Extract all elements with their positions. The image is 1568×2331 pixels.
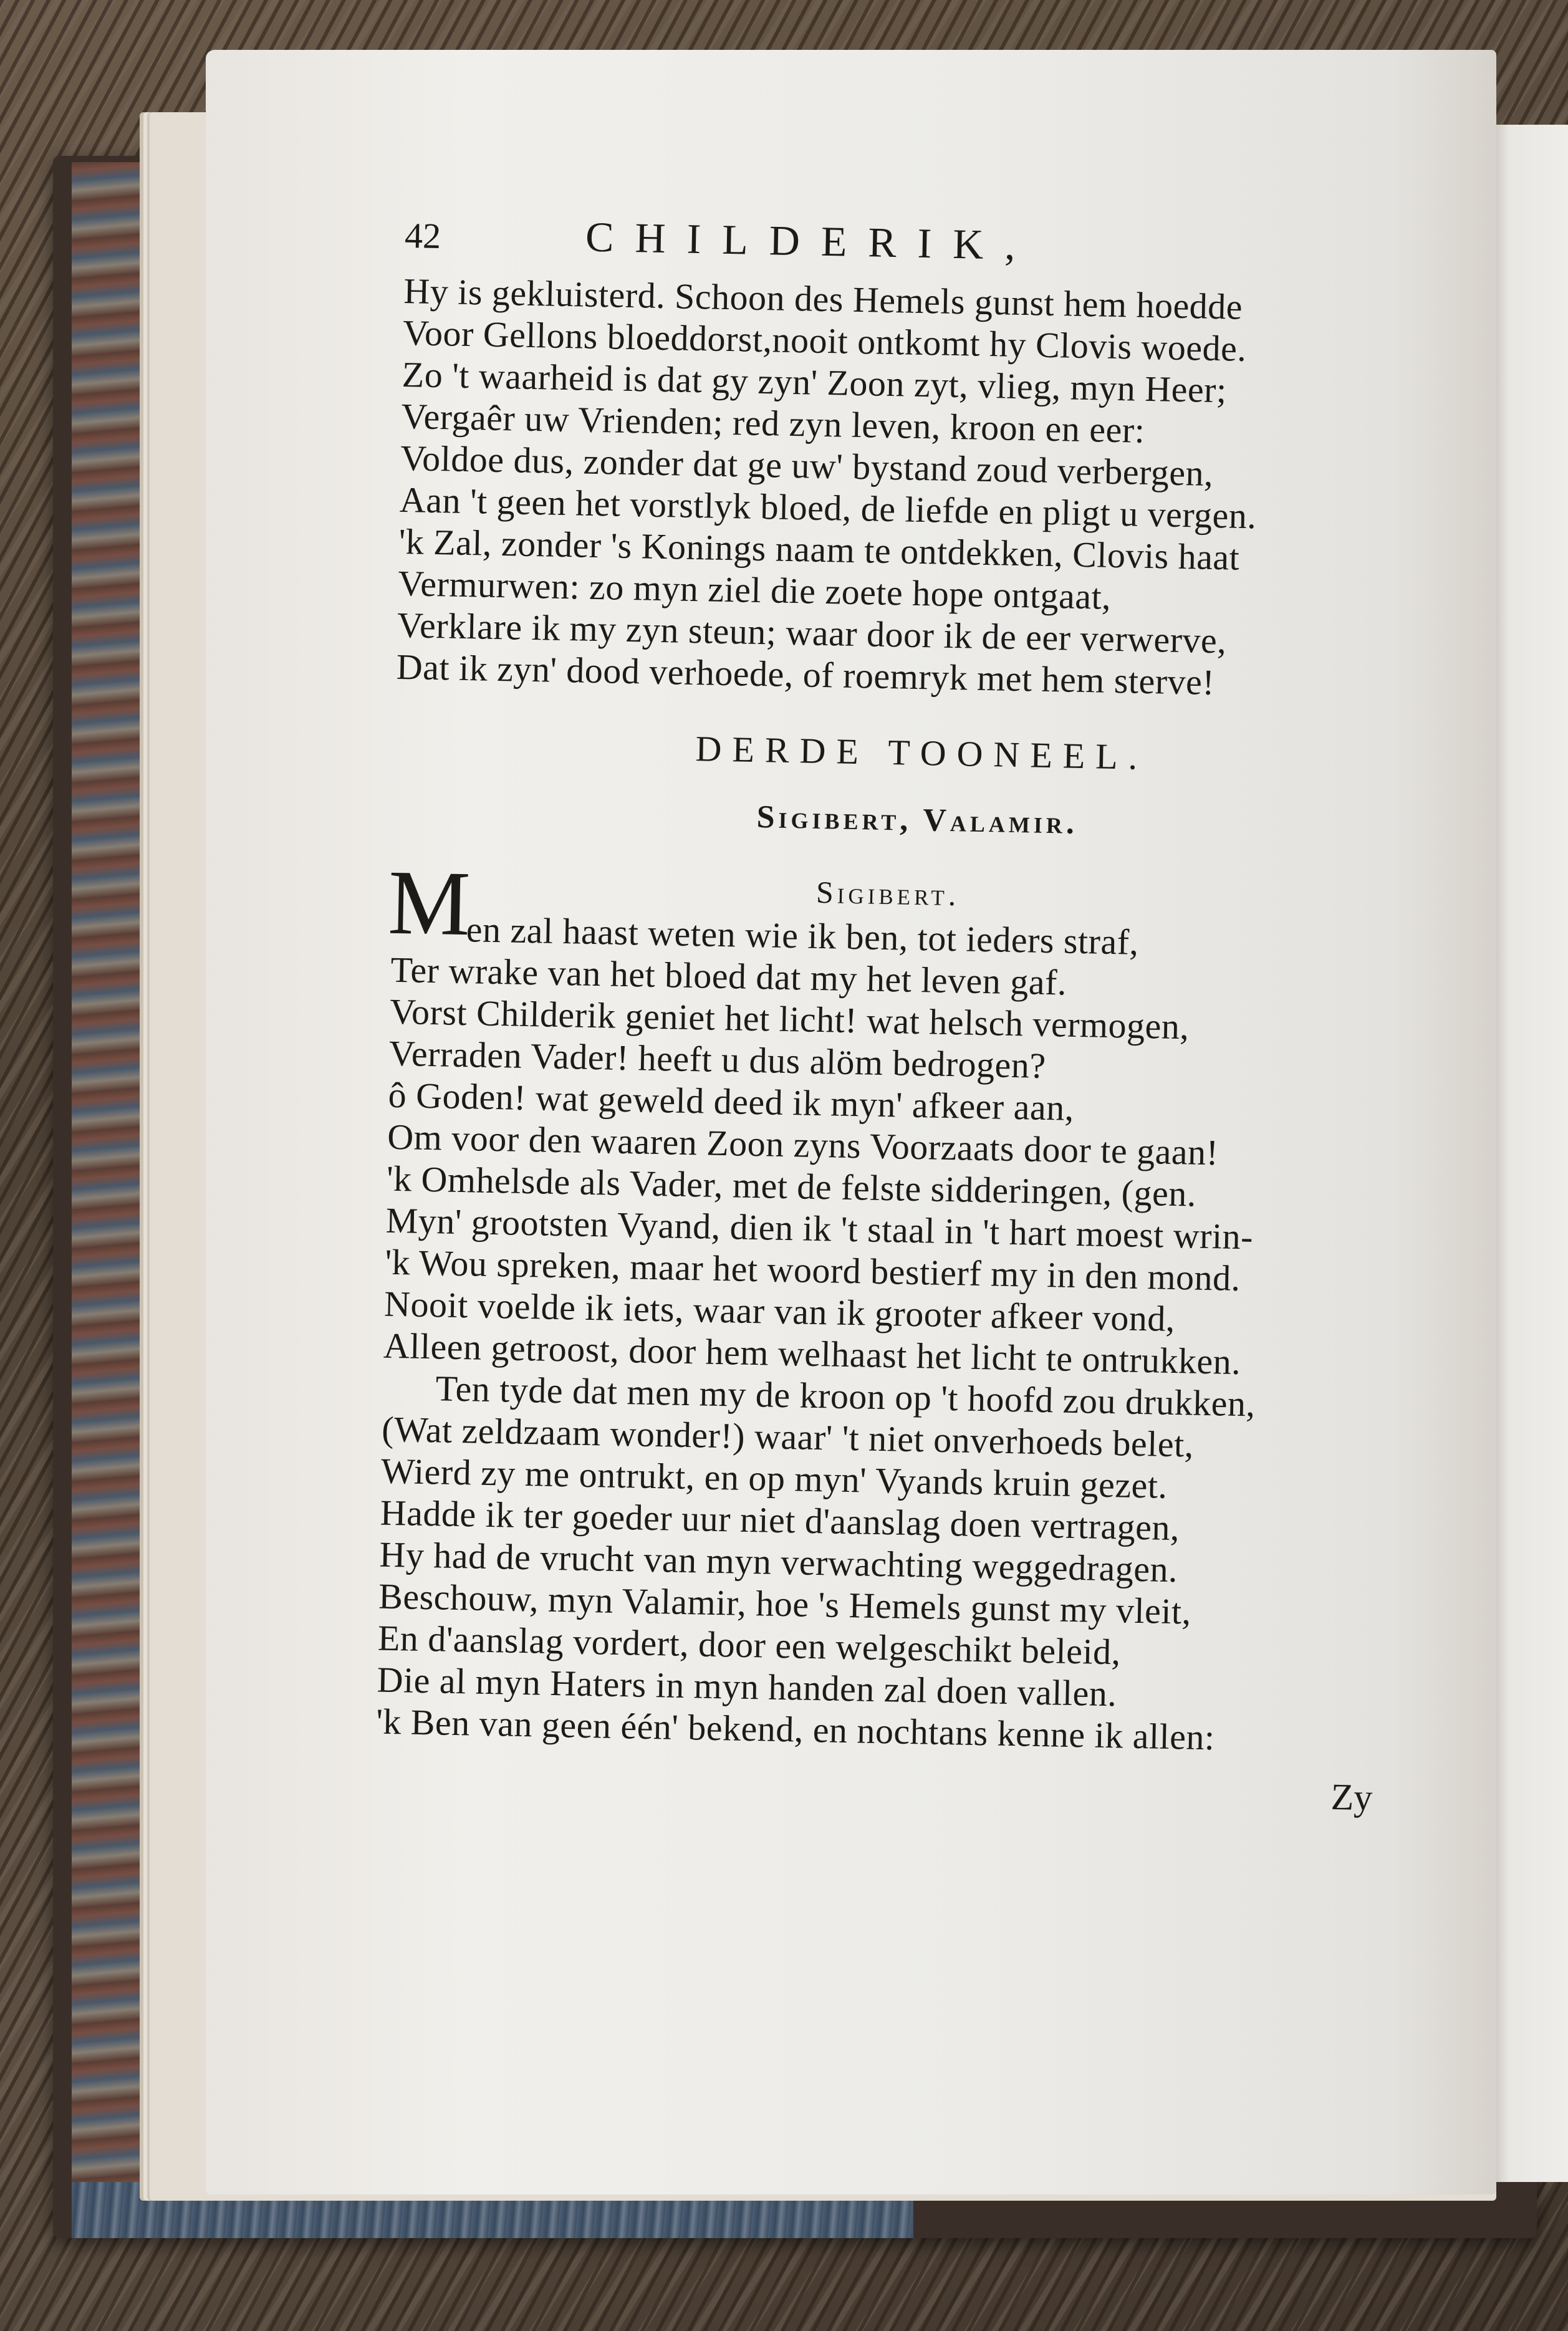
- verse-line: Vermurwen: zo myn ziel die zoete hope ontgaat,: [397, 562, 1112, 617]
- speech-block-1: [383, 949, 1401, 1386]
- verse-line: Alleen getroost, door hem welhaast het licht te ontrukken.: [383, 1325, 1241, 1383]
- drop-cap: M: [387, 851, 471, 956]
- verse-line: Vorst Childerik geniet het licht! wat helsch vermogen,: [389, 991, 1190, 1047]
- verse-line: Verraden Vader! heeft u dus alöm bedrogen?: [388, 1032, 1047, 1086]
- verse-line: Voldoe dus, zonder dat ge uw' bystand zoud verbergen,: [400, 437, 1214, 494]
- facing-page-edge: [1484, 125, 1568, 2182]
- running-title: CHILDERIK,: [585, 213, 1037, 269]
- verse-line: 'k Ben van geen één' bekend, en nochtans kenne ik allen:: [375, 1701, 1216, 1758]
- verse-line: Verklare ik my zyn steun; waar door ik de eer verwerve,: [397, 604, 1227, 661]
- verse-line-indented: Ten tyde dat men my de kroon op 't hoofd zou drukken,: [435, 1368, 1256, 1425]
- verse-line: Om voor den waaren Zoon zyns Voorzaats door te gaan!: [387, 1116, 1219, 1173]
- verse-line-first: en zal haast weten wie ik ben, tot ieders straf,: [466, 909, 1140, 963]
- verse-line: Vergaêr uw Vrienden; red zyn leven, kroon en eer:: [400, 395, 1145, 451]
- verse-line: 'k Zal, zonder 's Konings naam te ontdekken, Clovis haat: [398, 521, 1240, 578]
- verse-line: Myn' grootsten Vyand, dien ik 't staal in 't hart moest wrin-: [385, 1199, 1254, 1257]
- verse-line: Dat ik zyn' dood verhoede, of roemryk met hem sterve!: [396, 646, 1215, 703]
- verse-line: Hadde ik ter goeder uur niet d'aanslag doen vertragen,: [380, 1492, 1180, 1549]
- catchword: Zy: [1330, 1776, 1373, 1819]
- verse-line: Voor Gellons bloeddorst,nooit ontkomt hy Clovis woede.: [402, 312, 1248, 369]
- verse-line: Wierd zy me ontrukt, en op myn' Vyands kruin gezet.: [380, 1450, 1168, 1506]
- page-number: 42: [404, 214, 441, 257]
- speech-block-2: [376, 1408, 1392, 1762]
- verse-line: Hy is gekluisterd. Schoon des Hemels gunst hem hoedde: [403, 270, 1243, 327]
- verse-line: (Wat zeldzaam wonder!) waar' 't niet onverhoeds belet,: [381, 1408, 1195, 1465]
- verse-line: Ter wrake van het bloed dat my het leven gaf.: [390, 949, 1067, 1003]
- verse-line: Beschouw, myn Valamir, hoe 's Hemels gunst my vleit,: [378, 1575, 1192, 1632]
- verse-line: 'k Wou spreken, maar het woord bestierf my in den mond.: [384, 1241, 1241, 1299]
- verse-line: 'k Omhelsde als Vader, met de felste sidderingen, (gen.: [386, 1158, 1197, 1214]
- verse-line: Die al myn Haters in myn handen zal doen vallen.: [377, 1659, 1117, 1714]
- scene-cast: Sigibert, Valamir.: [756, 799, 1079, 841]
- verse-line: Nooit voelde ik iets, waar van ik grooter afkeer vond,: [383, 1283, 1176, 1340]
- speaker-name: Sigibert.: [815, 874, 960, 913]
- verse-block-before-scene: [396, 270, 1414, 707]
- scene-title: DERDE TOONEEL.: [695, 728, 1148, 778]
- verse-line: Zo 't waarheid is dat gy zyn' Zoon zyt, vlieg, myn Heer;: [402, 353, 1228, 411]
- text-block: [375, 209, 1415, 1820]
- verse-line: Aan 't geen het vorstlyk bloed, de liefde en pligt u vergen.: [399, 479, 1258, 537]
- verse-line: En d'aanslag vordert, door een welgeschikt beleid,: [377, 1617, 1122, 1673]
- verse-line: Hy had de vrucht van myn verwachting weggedragen.: [378, 1534, 1178, 1590]
- verse-line: ô Goden! wat geweld deed ik myn' afkeer aan,: [388, 1074, 1075, 1128]
